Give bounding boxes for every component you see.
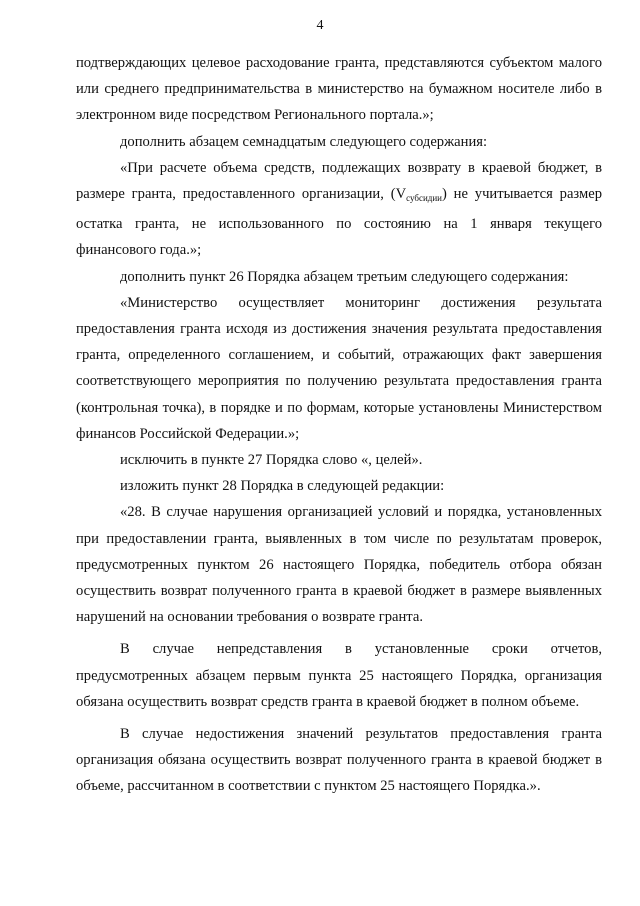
paragraph-point-28-violation: «28. В случае нарушения организацией условий и порядка, установленных при предоставлении гранта, выявленных в том числе по результатам проверок, предусмотренных пунктом 26 настоящего Порядка, победитель отбора обязан осуществить возврат полученного гранта в краевой бюджет в размере выявленных нарушений на основании требования о возврате гранта. (76, 504, 602, 626)
document-body (76, 50, 602, 800)
page-number: 4 (316, 18, 324, 33)
paragraph-monitoring: «Министерство осуществляет мониторинг достижения результата предоставления гранта исходя из достижения значения результата предоставления гранта, определенного соглашением, и событий, отражающих факт завершения соответствующего мероприятия по получению результата предоставления гранта (контрольная точка), в порядке и по формам, которые установлены Министерством финансов Российской Федерации.»; (76, 294, 602, 442)
paragraph-portal-submission: подтверждающих целевое расходование гранта, представляются субъектом малого или среднего предпринимательства в министерство на бумажном носителе либо в электронном виде посредством Регионального портала.»; (76, 55, 602, 124)
paragraph-restate-point-28: изложить пункт 28 Порядка в следующей редакции: (120, 478, 445, 495)
refund-text-end: ) не учитывается размер остатка гранта, не использованного по состоянию на 1 января текущего финансового года.»; (76, 186, 603, 259)
paragraph-add-to-point-26: дополнить пункт 26 Порядка абзацем третьим следующего содержания: (120, 268, 569, 285)
paragraph-add-17th-abzac: дополнить абзацем семнадцатым следующего содержания: (120, 133, 488, 150)
paragraph-reports-not-submitted: В случае непредставления в установленные сроки отчетов, предусмотренных абзацем первым пункта 25 настоящего Порядка, организация обязана осуществить возврат средств гранта в краевой бюджет в полном объеме. (76, 641, 602, 710)
paragraph-results-not-achieved: В случае недостижения значений результатов предоставления гранта организация обязана осуществить возврат полученного гранта в краевой бюджет в объеме, рассчитанном в соответствии с пунктом 25 настоящего Порядка.». (76, 726, 602, 795)
refund-text-start: «При расчете объема средств, подлежащих возврату в краевой бюджет, в размере гранта, предоставленного организации, (V (76, 159, 602, 203)
subscript-subsidy: субсидии (406, 193, 442, 204)
paragraph-refund-calculation (76, 155, 602, 264)
paragraph-exclude-word-point-27: исключить в пункте 27 Порядка слово «, целей». (120, 452, 423, 469)
